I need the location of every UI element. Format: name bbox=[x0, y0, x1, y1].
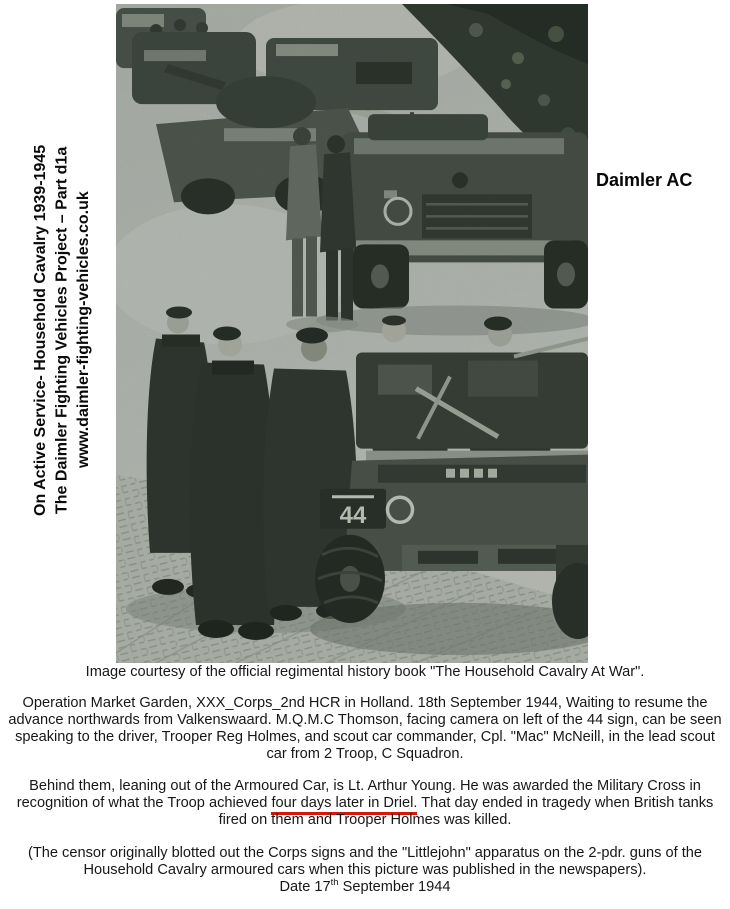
photo bbox=[116, 4, 588, 663]
photo-grain bbox=[116, 4, 588, 663]
p2-text-after: That day ended in tragedy when British tanks fired on them and Trooper Holmes was killed. bbox=[218, 795, 714, 828]
date-prefix: Date 17 bbox=[279, 879, 331, 895]
photo-caption: Image courtesy of the official regimental history book "The Household Cavalry At War". bbox=[85, 664, 645, 680]
header-line-project: The Daimler Fighting Vehicles Project – Part d1a bbox=[53, 146, 71, 514]
plate-number: 44 bbox=[339, 501, 367, 529]
vertical-header bbox=[30, 124, 100, 536]
paragraph-market-garden: Operation Market Garden, XXX_Corps_2nd HCR in Holland. 18th September 1944, Waiting to resume the advance northwards from Valkenswaard. M.Q.M.C Thomson, facing camera on left of the 44 sign, can be seen speaking to the driver, Trooper Reg Holmes, and scout car commander, Cpl. "Mac" McNeill, in the lead scout car from 2 Troop, C Squadron. bbox=[8, 695, 722, 762]
paragraph-arthur-young bbox=[0, 778, 730, 829]
p2-text-before: Behind them, leaning out of the Armoured Car, is Lt. Arthur Young. He was awarded the Military Cross in recognition of what the Troop achieved bbox=[16, 778, 701, 811]
date-line bbox=[6, 879, 724, 896]
date-suffix: September 1944 bbox=[338, 879, 451, 895]
photo-label: Daimler AC bbox=[596, 170, 693, 190]
header-line-url: www.daimler-fighting-vehicles.co.uk bbox=[75, 191, 92, 469]
censor-note-text: (The censor originally blotted out the Corps signs and the "Littlejohn" apparatus on the 2-pdr. guns of the Household Cavalry armoured cars when this picture was published in the newspapers). bbox=[28, 845, 702, 878]
paragraph-censor-note bbox=[0, 845, 730, 896]
red-underlined-phrase: four days later in Driel. bbox=[271, 795, 417, 815]
photo-illustration bbox=[116, 4, 588, 663]
date-ordinal-suffix: th bbox=[330, 877, 339, 889]
header-line-series: On Active Service- Household Cavalry 1939-1945 bbox=[32, 144, 49, 516]
